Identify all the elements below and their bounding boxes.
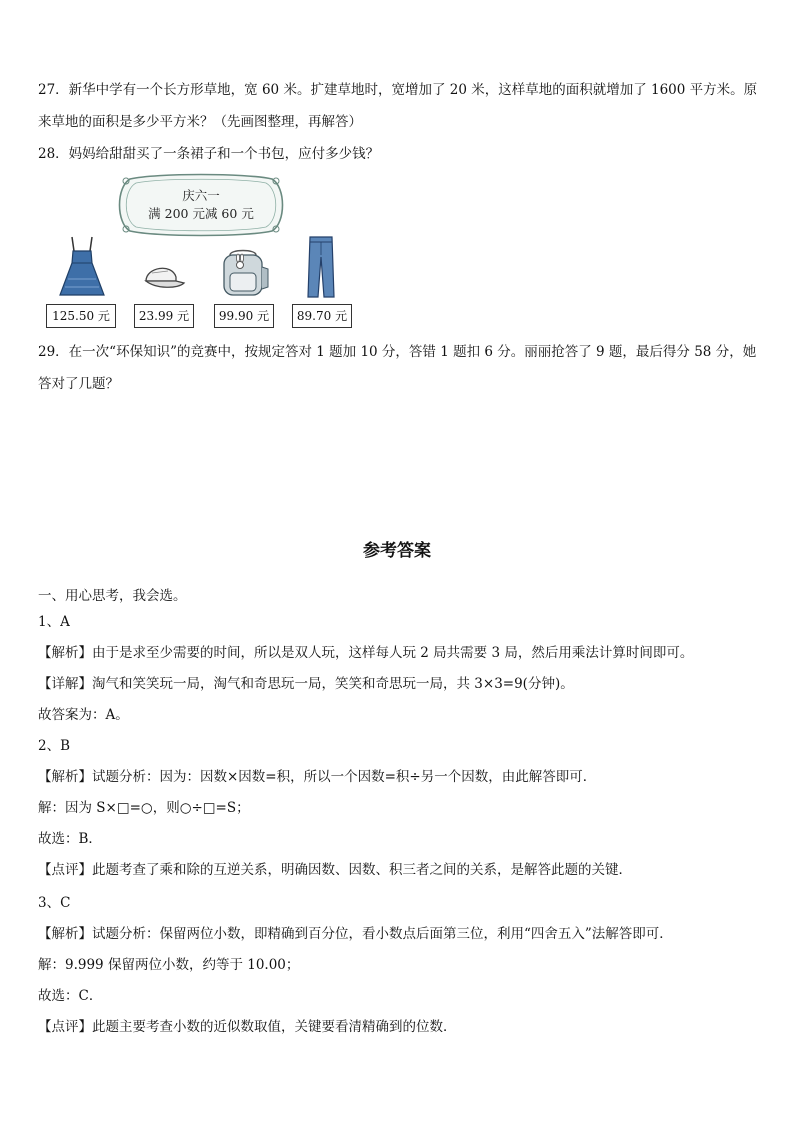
answer2-solution: 解：因为 S×□=○，则○÷□=S；	[38, 800, 250, 816]
answer1-conclusion: 故答案为：A。	[38, 707, 129, 723]
banner-line2: 满 200 元减 60 元	[148, 206, 254, 221]
banner-line1: 庆六一	[182, 188, 220, 203]
answer3-comment: 【点评】此题主要考查小数的近似数取值，关键要看清精确到的位数．	[38, 1019, 457, 1035]
section1-title: 一、用心思考，我会选。	[38, 588, 187, 604]
price-tag-jeans: 89.70 元	[292, 304, 352, 328]
backpack-icon	[216, 247, 270, 299]
jeans-icon	[304, 235, 338, 299]
q29-line1: 29．在一次“环保知识”的竞赛中，按规定答对 1 题加 10 分，答错 1 题扣 6 分。丽丽抢答了 9 题，最后得分 58 分，她	[38, 344, 757, 360]
price-tag-cap: 23.99 元	[134, 304, 194, 328]
q29-line2: 答对了几题？	[38, 376, 119, 392]
answer2-comment: 【点评】此题考查了乘和除的互逆关系，明确因数、因数、积三者之间的关系，是解答此题的关键．	[38, 862, 632, 878]
answer1-analysis: 【解析】由于是求至少需要的时间，所以是双人玩，这样每人玩 2 局共需要 3 局，然后用乘法计算时间即可。	[38, 645, 694, 661]
answer3-choice: 故选：C．	[38, 988, 103, 1004]
cap-icon	[138, 259, 186, 295]
answers-heading: 参考答案	[363, 541, 431, 561]
answer1-number: 1、A	[38, 614, 70, 630]
answer2-analysis: 【解析】试题分析：因为：因数×因数=积，所以一个因数=积÷另一个因数，由此解答即可．	[38, 769, 597, 785]
answer3-analysis: 【解析】试题分析：保留两位小数，即精确到百分位，看小数点后面第三位，利用“四舍五入”法解答即可．	[38, 926, 673, 942]
dress-icon	[56, 235, 108, 299]
q27-line2: 来草地的面积是多少平方米？（先画图整理，再解答）	[38, 114, 362, 130]
answer2-choice: 故选：B．	[38, 831, 102, 847]
price-tag-backpack: 99.90 元	[214, 304, 274, 328]
q27-line1: 27．新华中学有一个长方形草地，宽 60 米。扩建草地时，宽增加了 20 米，这样草地的面积就增加了 1600 平方米。原	[38, 82, 758, 98]
answer3-number: 3、C	[38, 895, 71, 911]
answer2-number: 2、B	[38, 738, 71, 754]
price-tag-dress: 125.50 元	[46, 304, 116, 328]
answer3-solution: 解：9.999 保留两位小数，约等于 10.00；	[38, 957, 300, 973]
promo-banner	[116, 173, 286, 237]
q28-text: 28．妈妈给甜甜买了一条裙子和一个书包，应付多少钱？	[38, 146, 380, 162]
answer1-detail: 【详解】淘气和笑笑玩一局，淘气和奇思玩一局，笑笑和奇思玩一局，共 3×3=9(分钟)。	[38, 676, 574, 692]
shopping-figure	[38, 173, 368, 333]
